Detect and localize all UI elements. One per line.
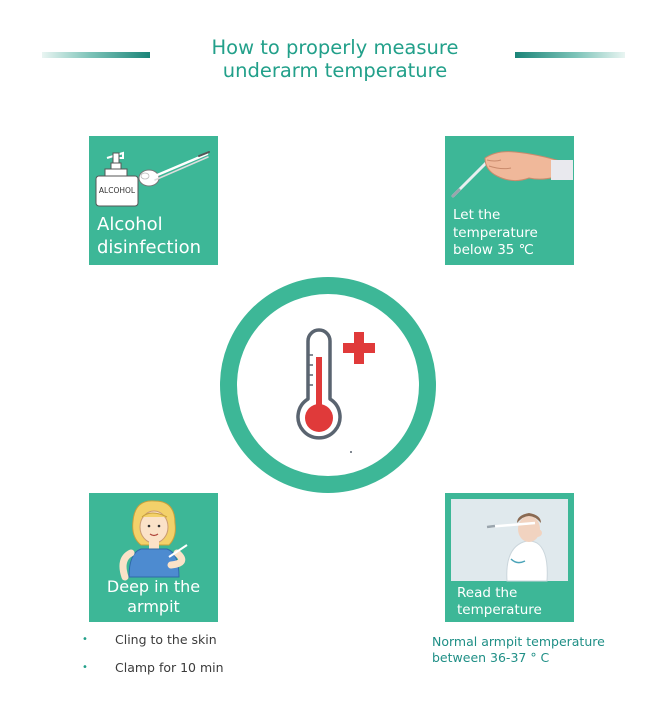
title-rule-left — [42, 52, 150, 58]
bottle-label-text: ALCOHOL — [98, 186, 136, 195]
step-label-read-line-1: Read the — [457, 585, 518, 601]
step-label-armpit — [89, 577, 218, 617]
tip-text: Cling to the skin — [115, 632, 217, 647]
title-rule-right — [515, 52, 625, 58]
normal-range-line-1: Normal armpit temperature — [432, 634, 605, 649]
thermometer-plus-icon — [220, 277, 436, 493]
tip-text: Clamp for 10 min — [115, 660, 224, 675]
step-label-armpit-line-1: Deep in the — [106, 577, 201, 596]
step-label-cool — [453, 207, 538, 260]
step-card-cool-down — [445, 136, 574, 265]
bullet-dot: • — [82, 662, 88, 673]
step-label-read-line-2: temperature — [457, 602, 542, 618]
step-card-read — [445, 493, 574, 622]
bullet-dot: • — [82, 634, 88, 645]
step-label-cool-line-2: temperature — [453, 224, 538, 241]
normal-range-note — [432, 634, 652, 666]
step-card-armpit — [89, 493, 218, 622]
page-title-line-2: underarm temperature — [222, 59, 448, 82]
step-label-alcohol-line-2: disinfection — [97, 237, 202, 258]
step-label-read — [457, 585, 542, 619]
page-title — [185, 36, 485, 82]
step-label-cool-line-1: Let the — [453, 207, 501, 223]
normal-range-line-2: between 36-37 ° C — [432, 650, 550, 665]
step-label-alcohol — [97, 213, 201, 259]
step-label-alcohol-line-1: Alcohol — [97, 214, 163, 235]
step-label-cool-line-3: below 35 ℃ — [453, 242, 534, 258]
page-title-line-1: How to properly measure — [211, 36, 459, 59]
step-label-armpit-line-2: armpit — [127, 597, 180, 616]
step-card-alcohol-disinfection — [89, 136, 218, 265]
